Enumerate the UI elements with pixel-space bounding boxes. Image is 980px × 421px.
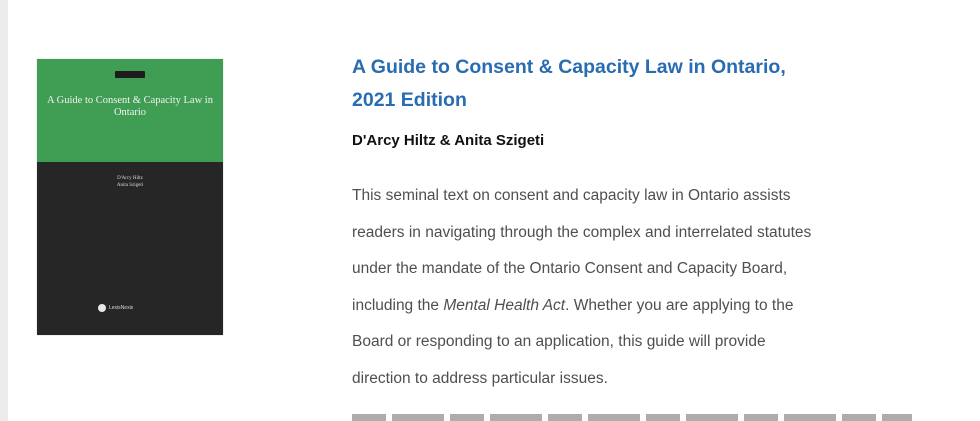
description-line: Board or responding to an application, this guide will provide — [352, 333, 766, 350]
book-title-line-1[interactable]: A Guide to Consent & Capacity Law in Ontario, — [352, 56, 786, 78]
description-line: This seminal text on consent and capacity law in Ontario assists — [352, 187, 791, 204]
description-line: under the mandate of the Ontario Consent and Capacity Board, — [352, 260, 788, 277]
description-text: . Whether you are applying to the — [565, 296, 794, 314]
book-title-line-2[interactable]: 2021 Edition — [352, 89, 467, 111]
publisher-name: LexisNexis — [109, 305, 134, 311]
cover-author-2: Anita Szigeti — [116, 183, 144, 188]
truncated-text-line — [352, 414, 912, 421]
publisher-logo — [98, 304, 133, 312]
description-line — [352, 288, 952, 325]
book-listing-panel — [8, 0, 980, 421]
cover-green-band — [37, 59, 223, 162]
description-line: direction to address particular issues. — [352, 369, 608, 387]
description-text: including the — [352, 296, 444, 314]
publisher-logo-icon — [98, 304, 106, 312]
cover-title: A Guide to Consent & Capacity Law in Ontario — [47, 95, 213, 118]
book-description — [352, 178, 952, 397]
description-line: readers in navigating through the complex and interrelated statutes — [352, 223, 812, 241]
statute-name: Mental Health Act — [443, 296, 566, 314]
book-title-link[interactable] — [352, 51, 952, 117]
book-cover-image[interactable] — [37, 59, 223, 335]
book-authors: D'Arcy Hiltz & Anita Szigeti — [352, 132, 545, 149]
cover-authors — [47, 175, 213, 189]
cover-author-1: D'Arcy Hiltz — [117, 176, 143, 181]
cover-edition-tag — [115, 71, 145, 78]
